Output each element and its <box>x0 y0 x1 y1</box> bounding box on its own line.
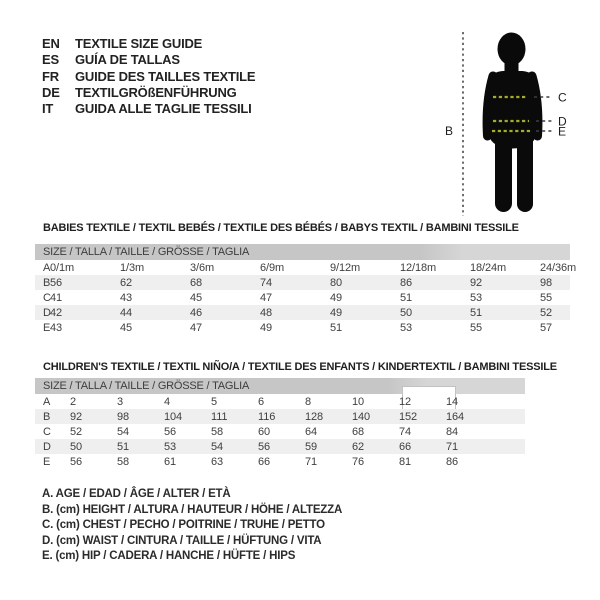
table-cell: 48 <box>260 306 273 319</box>
legend-chest: C. (cm) CHEST / PECHO / POITRINE / TRUHE / PETTO <box>42 519 325 532</box>
table-cell: 92 <box>470 276 483 289</box>
table-cell: 4 <box>164 395 171 408</box>
table-cell: 47 <box>260 291 273 304</box>
measurement-figure <box>430 10 600 230</box>
table-cell: 0/1m <box>50 261 75 274</box>
table-cell: 52 <box>540 306 553 319</box>
table-cell: 44 <box>120 306 133 319</box>
row-label: E <box>43 455 51 468</box>
table-cell: 41 <box>50 291 63 304</box>
table-cell: 10 <box>352 395 365 408</box>
table-row <box>35 275 570 290</box>
chest-label: C <box>558 90 567 105</box>
table-cell: 51 <box>400 291 413 304</box>
children-size-header: SIZE / TALLA / TAILLE / GRÖSSE / TAGLIA <box>35 378 525 394</box>
table-cell: 61 <box>164 455 177 468</box>
table-cell: 58 <box>211 425 224 438</box>
legend-waist: D. (cm) WAIST / CINTURA / TAILLE / HÜFTUNG / VITA <box>42 534 322 547</box>
table-cell: 68 <box>352 425 365 438</box>
table-cell: 42 <box>50 306 63 319</box>
hip-label: E <box>558 124 567 139</box>
waist-label: D <box>558 114 567 129</box>
table-cell: 57 <box>540 321 553 334</box>
lang-row-it <box>42 101 255 117</box>
table-cell: 54 <box>117 425 130 438</box>
lang-code: IT <box>42 101 54 117</box>
table-cell: 164 <box>446 410 465 423</box>
table-cell: 60 <box>258 425 271 438</box>
table-cell: 49 <box>330 291 343 304</box>
language-title-list <box>42 36 255 117</box>
table-cell: 3/6m <box>190 261 215 274</box>
table-cell: 74 <box>260 276 273 289</box>
lang-code: EN <box>42 36 60 51</box>
table-cell: 71 <box>446 440 459 453</box>
babies-size-table <box>35 260 577 335</box>
table-row <box>35 439 525 454</box>
table-cell: 64 <box>305 425 318 438</box>
table-cell: 66 <box>399 440 412 453</box>
table-cell: 51 <box>470 306 483 319</box>
row-label: D <box>43 306 51 319</box>
table-cell: 56 <box>70 455 83 468</box>
table-cell: 71 <box>305 455 318 468</box>
table-cell: 51 <box>330 321 343 334</box>
table-cell: 46 <box>190 306 203 319</box>
table-cell: 86 <box>400 276 413 289</box>
table-row <box>35 454 525 469</box>
row-label: A <box>43 261 51 274</box>
table-cell: 76 <box>352 455 365 468</box>
row-label: B <box>43 410 51 423</box>
table-cell: 12 <box>399 395 412 408</box>
row-label: D <box>43 440 51 453</box>
table-cell: 68 <box>190 276 203 289</box>
table-cell: 92 <box>70 410 83 423</box>
table-cell: 55 <box>470 321 483 334</box>
lang-row-en <box>42 36 255 52</box>
table-cell: 47 <box>190 321 203 334</box>
table-cell: 56 <box>164 425 177 438</box>
lang-row-fr <box>42 69 255 85</box>
table-cell: 59 <box>305 440 318 453</box>
table-row <box>35 394 525 409</box>
height-label: B <box>445 124 454 138</box>
table-cell: 43 <box>50 321 63 334</box>
legend-height: B. (cm) HEIGHT / ALTURA / HAUTEUR / HÖHE / ALTEZZA <box>42 503 343 516</box>
table-cell: 5 <box>211 395 218 408</box>
table-cell: 12/18m <box>400 261 437 274</box>
table-cell: 1/3m <box>120 261 145 274</box>
table-cell: 98 <box>117 410 130 423</box>
children-section-title: CHILDREN'S TEXTILE / TEXTIL NIÑO/A / TEXTILE DES ENFANTS / KINDERTEXTIL / BAMBINI TESSILE <box>43 361 557 373</box>
children-textile-section <box>35 361 557 469</box>
table-cell: 8 <box>305 395 312 408</box>
row-label: C <box>43 291 51 304</box>
table-cell: 74 <box>399 425 412 438</box>
table-cell: 80 <box>330 276 343 289</box>
lang-title: GUIDA ALLE TAGLIE TESSILI <box>75 101 252 117</box>
table-cell: 49 <box>260 321 273 334</box>
lang-title: GUIDE DES TAILLES TEXTILE <box>75 68 256 84</box>
lang-code: FR <box>42 68 59 84</box>
children-size-table <box>35 394 525 469</box>
row-label: A <box>43 395 51 408</box>
table-cell: 58 <box>117 455 130 468</box>
lang-title: TEXTILE SIZE GUIDE <box>75 36 203 51</box>
table-cell: 50 <box>400 306 413 319</box>
table-cell: 56 <box>258 440 271 453</box>
table-cell: 53 <box>164 440 177 453</box>
lang-row-es <box>42 52 255 68</box>
table-cell: 104 <box>164 410 183 423</box>
table-cell: 53 <box>400 321 413 334</box>
table-cell: 14 <box>446 395 459 408</box>
table-cell: 84 <box>446 425 459 438</box>
table-cell: 152 <box>399 410 418 423</box>
table-cell: 9/12m <box>330 261 361 274</box>
table-cell: 53 <box>470 291 483 304</box>
table-cell: 56 <box>50 276 63 289</box>
table-row <box>35 424 525 439</box>
table-cell: 98 <box>540 276 553 289</box>
lang-row-de <box>42 85 255 101</box>
table-cell: 6 <box>258 395 265 408</box>
babies-size-header: SIZE / TALLA / TAILLE / GRÖSSE / TAGLIA <box>35 244 570 260</box>
measurement-legend <box>42 487 342 565</box>
table-cell: 18/24m <box>470 261 507 274</box>
table-row <box>35 305 570 320</box>
table-cell: 6/9m <box>260 261 285 274</box>
table-cell: 140 <box>352 410 371 423</box>
table-row <box>35 290 570 305</box>
table-cell: 62 <box>120 276 133 289</box>
child-silhouette-icon <box>487 33 538 205</box>
table-cell: 45 <box>190 291 203 304</box>
row-label: B <box>43 276 51 289</box>
row-label: E <box>43 321 51 334</box>
table-cell: 45 <box>120 321 133 334</box>
table-cell: 81 <box>399 455 412 468</box>
babies-textile-section <box>35 222 577 335</box>
table-cell: 54 <box>211 440 224 453</box>
lang-title: TEXTILGRÖßENFÜHRUNG <box>75 84 237 100</box>
table-cell: 49 <box>330 306 343 319</box>
lang-code: DE <box>42 84 60 100</box>
table-row <box>35 260 570 275</box>
table-cell: 86 <box>446 455 459 468</box>
table-cell: 51 <box>117 440 130 453</box>
table-cell: 52 <box>70 425 83 438</box>
table-cell: 116 <box>258 410 276 423</box>
lang-title: GUÍA DE TALLAS <box>75 52 180 68</box>
table-cell: 43 <box>120 291 133 304</box>
table-cell: 128 <box>305 410 324 423</box>
table-row <box>35 409 525 424</box>
table-cell: 63 <box>211 455 224 468</box>
table-cell: 62 <box>352 440 365 453</box>
table-cell: 2 <box>70 395 77 408</box>
lang-code: ES <box>42 52 59 68</box>
legend-hip: E. (cm) HIP / CADERA / HANCHE / HÜFTE / HIPS <box>42 550 296 563</box>
table-cell: 66 <box>258 455 271 468</box>
table-cell: 50 <box>70 440 83 453</box>
babies-section-title: BABIES TEXTILE / TEXTIL BEBÉS / TEXTILE DES BÉBÉS / BABYS TEXTIL / BAMBINI TESSILE <box>43 222 519 234</box>
table-cell: 55 <box>540 291 553 304</box>
table-cell: 24/36m <box>540 261 577 274</box>
row-label: C <box>43 425 51 438</box>
table-cell: 111 <box>211 410 228 423</box>
table-cell: 3 <box>117 395 124 408</box>
table-row <box>35 320 570 335</box>
legend-age: A. AGE / EDAD / ÂGE / ALTER / ETÀ <box>42 488 231 500</box>
